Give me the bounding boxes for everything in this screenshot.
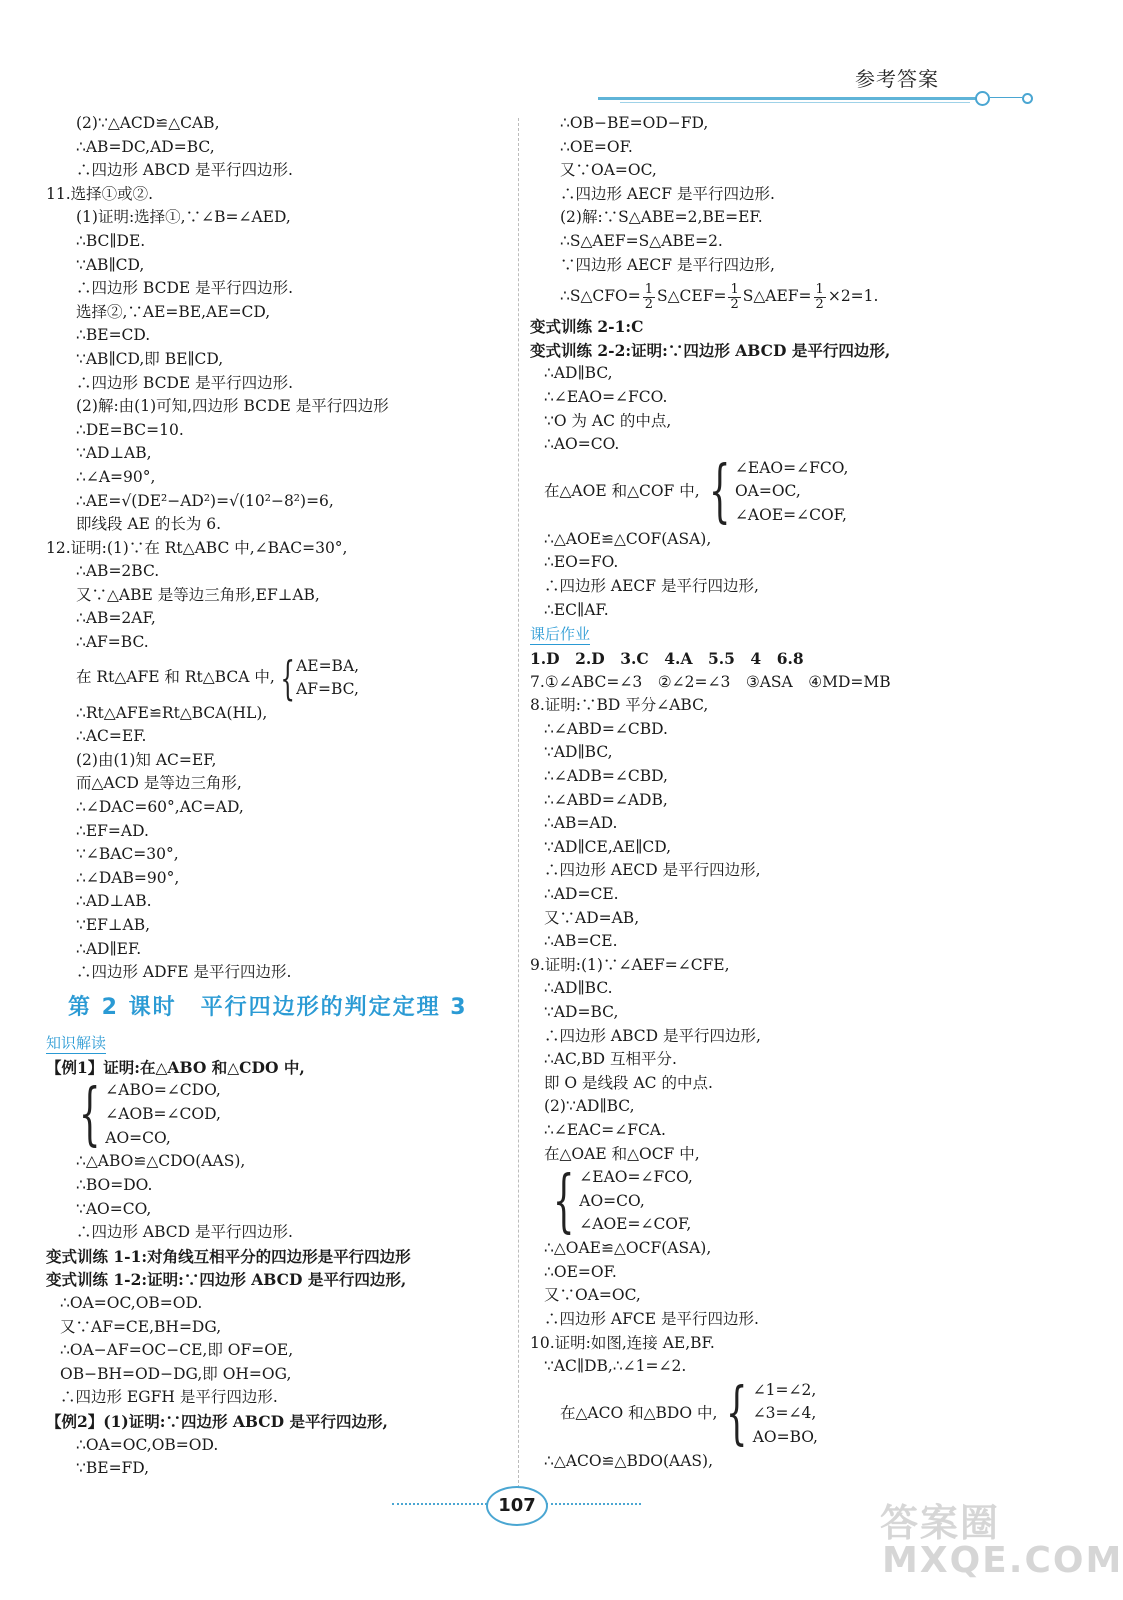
fraction	[643, 283, 655, 312]
text-line: ∴△ACO≌△BDO(AAS),	[544, 1451, 714, 1470]
page-number: 107	[486, 1486, 548, 1526]
text-line: 11.选择①或②.	[46, 184, 154, 203]
text-line: ∴△OAE≌△OCF(ASA),	[544, 1239, 712, 1258]
text-line: ∠AOE=∠COF,	[579, 1215, 692, 1234]
text-line: 【例2】(1)证明:∵四边形 ABCD 是平行四边形,	[46, 1411, 388, 1431]
text-line: ∴四边形 BCDE 是平行四边形.	[76, 373, 294, 392]
text-line: OA=OC,	[734, 482, 801, 501]
brace-system	[530, 452, 1040, 532]
text-line: 又∵OA=OC,	[544, 1286, 641, 1305]
text-line: (2)∵AD∥BC,	[544, 1097, 635, 1116]
fraction	[728, 283, 740, 312]
text-line: 在△OAE 和△OCF 中,	[544, 1144, 700, 1163]
watermark-logo: 答案圈	[880, 1501, 1001, 1545]
text-line: ∴OA=OC,OB=OD.	[60, 1293, 203, 1312]
text-line: AF=BC,	[296, 680, 359, 699]
header-title: 参考答案	[855, 67, 939, 91]
text-line: ∠EAO=∠FCO,	[734, 458, 849, 477]
text-line: ∵AD∥CE,AE∥CD,	[544, 837, 672, 856]
text-line: ∴四边形 ABCD 是平行四边形.	[76, 1223, 293, 1242]
text-line: 8.证明:∵BD 平分∠ABC,	[530, 696, 709, 715]
section-heading: 知识解读	[46, 1033, 107, 1052]
text-line: ∠3=∠4,	[752, 1404, 817, 1423]
text-line: ∴∠A=90°,	[76, 467, 156, 486]
text-line: ∴四边形 AECD 是平行四边形,	[544, 861, 761, 880]
text-line: ∴AD=CE.	[544, 885, 619, 904]
text-line: ∴AD∥EF.	[76, 939, 142, 958]
text-line: ∴四边形 AECF 是平行四边形.	[560, 184, 775, 203]
right-column	[530, 112, 1040, 1473]
text-line: 即 O 是线段 AC 的中点.	[544, 1073, 713, 1092]
text-line: 在△AOE 和△COF 中,	[544, 482, 700, 501]
denominator: 2	[644, 296, 653, 312]
text-line: ∵AD⊥AB,	[76, 444, 152, 463]
text-segment: ∴S△CFO=	[560, 287, 641, 306]
footer-dots-left	[392, 1503, 487, 1505]
text-line: ∴Rt△AFE≌Rt△BCA(HL),	[76, 703, 268, 722]
brace-symbol: {	[726, 1374, 748, 1454]
text-line: (1)证明:选择①,∵∠B=∠AED,	[76, 208, 291, 227]
text-line: ∴AB=AD.	[544, 814, 618, 833]
text-line: 变式训练 1-2:证明:∵四边形 ABCD 是平行四边形,	[46, 1270, 407, 1290]
text-line: ∴OE=OF.	[544, 1262, 617, 1281]
text-line: ∴AF=BC.	[76, 633, 149, 652]
text-line: ∴∠ABD=∠CBD.	[544, 719, 668, 738]
text-line: ∵EF⊥AB,	[76, 916, 151, 934]
text-line: AO=BO,	[752, 1428, 818, 1447]
text-line: 选择②,∵AE=BE,AE=CD,	[76, 302, 271, 321]
text-line: 即线段 AE 的长为 6.	[76, 515, 222, 534]
text-line: (2)解:由(1)可知,四边形 BCDE 是平行四边形	[76, 397, 389, 416]
header-small-ring-icon	[1022, 93, 1033, 104]
text-line: ∴AD∥BC.	[544, 979, 613, 998]
text-line: ∴OE=OF.	[560, 137, 633, 156]
text-line: ∴OB−BE=OD−FD,	[560, 114, 709, 132]
text-line: ∵AB∥CD,	[76, 255, 145, 274]
text-line: ∠AOB=∠COD,	[105, 1105, 221, 1124]
text-line: ∴AC,BD 互相平分.	[544, 1050, 677, 1069]
denominator: 2	[730, 296, 739, 312]
text-line: 变式训练 1-1:对角线互相平分的四边形是平行四边形	[46, 1246, 411, 1266]
text-line: ∠1=∠2,	[752, 1380, 817, 1399]
text-line: 【例1】证明:在△ABO 和△CDO 中,	[46, 1057, 305, 1077]
numerator: 1	[815, 281, 824, 297]
brace-system	[46, 651, 511, 706]
text-line: ∴EC∥AF.	[544, 600, 609, 619]
text-line: 又∵AF=CE,BH=DG,	[60, 1317, 222, 1336]
text-line: ∵AB∥CD,即 BE∥CD,	[76, 349, 224, 368]
text-line: ∴OA−AF=OC−CE,即 OF=OE,	[60, 1341, 294, 1360]
text-line: 10.证明:如图,连接 AE,BF.	[530, 1333, 715, 1352]
text-line: ∴四边形 ADFE 是平行四边形.	[76, 963, 292, 982]
text-line: ∴∠EAC=∠FCA.	[544, 1120, 666, 1139]
text-line: ∴AE=√(DE²−AD²)=√(10²−8²)=6,	[76, 491, 334, 510]
fraction-line	[530, 277, 1040, 315]
text-line: ∴四边形 ABCD 是平行四边形.	[76, 161, 293, 180]
text-line: ∵AO=CO,	[76, 1199, 152, 1218]
text-line: ∴BC∥DE.	[76, 231, 146, 250]
text-segment: ×2=1.	[827, 287, 879, 306]
header-ring-icon	[975, 91, 990, 106]
left-column	[46, 112, 511, 1481]
text-line: ∴S△AEF=S△ABE=2.	[560, 231, 723, 250]
text-line: ∴∠EAO=∠FCO.	[544, 387, 668, 406]
text-line: ∴OA=OC,OB=OD.	[76, 1435, 219, 1454]
brace-symbol: {	[78, 1074, 101, 1154]
text-line: ∴AB=CE.	[544, 932, 618, 951]
text-line: 变式训练 2-2:证明:∵四边形 ABCD 是平行四边形,	[530, 340, 891, 360]
text-segment: S△CEF=	[657, 287, 727, 306]
text-line: ∴∠DAC=60°,AC=AD,	[76, 798, 244, 817]
text-line: ∵AD∥BC,	[544, 743, 613, 762]
text-line: ∴四边形 AECF 是平行四边形,	[544, 576, 759, 595]
numerator: 1	[644, 281, 653, 297]
text-line: OB−BH=OD−DG,即 OH=OG,	[60, 1364, 292, 1383]
text-line: 又∵OA=OC,	[560, 161, 657, 180]
text-line: ∴DE=BC=10.	[76, 420, 184, 439]
numerator: 1	[730, 281, 739, 297]
text-line: ∴△AOE≌△COF(ASA),	[544, 529, 712, 548]
text-line: (2)解:∵S△ABE=2,BE=EF.	[560, 208, 763, 227]
text-line: 在△ACO 和△BDO 中,	[560, 1404, 718, 1423]
brace-system	[530, 1161, 1040, 1241]
brace-symbol: {	[708, 452, 731, 532]
text-line: ∠AOE=∠COF,	[734, 506, 847, 525]
text-line: ∵AC∥DB,∴∠1=∠2.	[544, 1357, 687, 1376]
header-rule	[598, 97, 978, 100]
brace-system	[530, 1374, 1040, 1454]
text-line: ∵O 为 AC 的中点,	[544, 411, 672, 430]
text-line: 12.证明:(1)∵在 Rt△ABC 中,∠BAC=30°,	[46, 538, 348, 557]
text-segment: S△AEF=	[742, 287, 812, 306]
text-line: (2)由(1)知 AC=EF,	[76, 750, 217, 769]
fraction	[814, 283, 826, 312]
text-line: AO=CO,	[579, 1191, 645, 1210]
text-line: ∴四边形 AFCE 是平行四边形.	[544, 1309, 759, 1328]
text-line: AE=BA,	[296, 656, 360, 675]
watermark-url: MXQE.COM	[882, 1540, 1123, 1581]
text-line: ∵∠BAC=30°,	[76, 845, 179, 864]
text-line: ∵四边形 AECF 是平行四边形,	[560, 255, 775, 274]
text-line: 又∵AD=AB,	[544, 908, 640, 927]
denominator: 2	[815, 296, 824, 312]
footer-dots-right	[546, 1503, 641, 1505]
text-line: 1.D 2.D 3.C 4.A 5.5 4 6.8	[530, 649, 804, 669]
text-line: ∴EF=AD.	[76, 821, 149, 840]
text-line: ∵AD=BC,	[544, 1003, 619, 1021]
header-connector	[990, 97, 1022, 98]
text-line: 而△ACD 是等边三角形,	[76, 774, 242, 793]
column-divider	[518, 118, 519, 1488]
text-line: ∴△ABO≌△CDO(AAS),	[76, 1152, 246, 1171]
header-rule-thin	[620, 102, 970, 103]
brace-symbol: {	[280, 651, 295, 706]
text-line: ∠ABO=∠CDO,	[105, 1081, 221, 1100]
text-line: 在 Rt△AFE 和 Rt△BCA 中,	[76, 668, 275, 687]
text-line: ∴∠ABD=∠ADB,	[544, 790, 668, 809]
text-line: 变式训练 2-1:C	[530, 317, 644, 337]
text-line: ∴AD⊥AB.	[76, 892, 152, 911]
text-line: AO=CO,	[105, 1128, 171, 1147]
text-line: ∵BE=FD,	[76, 1459, 150, 1478]
text-line: ∴AB=DC,AD=BC,	[76, 137, 215, 156]
text-line: (2)∵△ACD≌△CAB,	[76, 114, 220, 132]
lesson-title: 第 2 课时 平行四边形的判定定理 3	[68, 994, 468, 1020]
text-line: ∴AB=2AF,	[76, 609, 156, 628]
text-line: 7.①∠ABC=∠3 ②∠2=∠3 ③ASA ④MD=MB	[530, 672, 891, 691]
text-line: ∴四边形 EGFH 是平行四边形.	[60, 1388, 278, 1407]
text-line: ∴∠ADB=∠CBD,	[544, 767, 668, 786]
text-line: ∴∠DAB=90°,	[76, 868, 180, 887]
text-line: ∴AC=EF.	[76, 727, 147, 746]
text-line: ∴EO=FO.	[544, 553, 619, 572]
text-line: ∴AB=2BC.	[76, 562, 160, 581]
text-line: ∴BO=DO.	[76, 1175, 153, 1194]
text-line: ∴四边形 ABCD 是平行四边形,	[544, 1026, 761, 1045]
brace-system	[46, 1074, 511, 1154]
text-line: 又∵△ABE 是等边三角形,EF⊥AB,	[76, 585, 320, 604]
section-heading: 课后作业	[530, 625, 591, 644]
text-line: ∴四边形 BCDE 是平行四边形.	[76, 279, 294, 298]
text-line: ∴AO=CO.	[544, 435, 620, 454]
text-line: 9.证明:(1)∵∠AEF=∠CFE,	[530, 955, 730, 974]
text-line: ∴AD∥BC,	[544, 364, 613, 383]
text-line: ∴BE=CD.	[76, 326, 151, 345]
text-line: ∠EAO=∠FCO,	[579, 1168, 693, 1187]
brace-symbol: {	[552, 1161, 575, 1241]
